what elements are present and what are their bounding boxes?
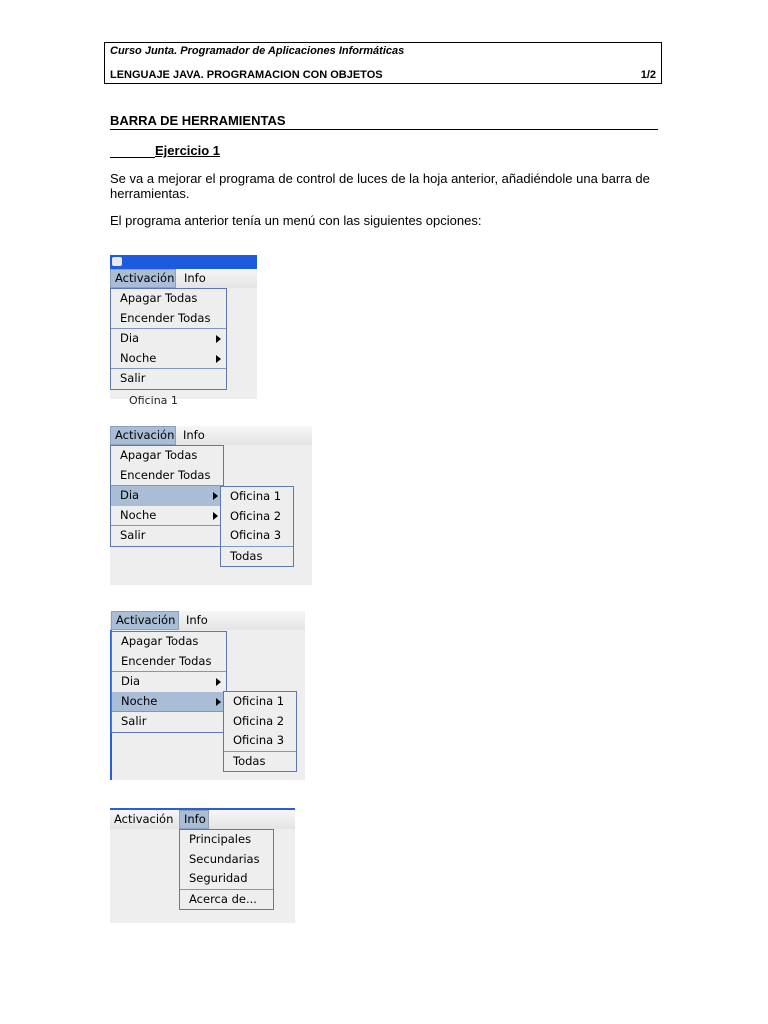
menu-info[interactable]: Info xyxy=(186,613,208,627)
menu-item-salir[interactable]: Salir xyxy=(120,528,146,542)
info-popup xyxy=(179,829,274,910)
menu-item-salir[interactable]: Salir xyxy=(120,371,146,385)
menu-item-noche-label: Noche xyxy=(120,507,157,522)
submenu-arrow-icon xyxy=(216,698,221,706)
screenshot-noche-submenu xyxy=(110,611,305,780)
menu-info[interactable]: Info xyxy=(183,428,205,442)
menu-bar xyxy=(110,611,305,630)
menu-item-secundarias[interactable]: Secundarias xyxy=(189,851,260,866)
subject-title: LENGUAJE JAVA. PROGRAMACION CON OBJETOS xyxy=(110,69,383,81)
menu-item-dia[interactable] xyxy=(111,329,226,349)
screenshot-info-menu xyxy=(110,808,295,923)
menu-bar xyxy=(110,269,257,288)
menu-info[interactable]: Info xyxy=(179,810,209,829)
submenu-arrow-icon xyxy=(216,335,221,343)
submenu-item-oficina-2[interactable]: Oficina 2 xyxy=(230,508,282,523)
menu-bar xyxy=(110,810,295,829)
screenshot-activacion-menu xyxy=(110,255,257,407)
menu-item-encender-todas[interactable]: Encender Todas xyxy=(120,310,211,325)
menu-item-acerca-de[interactable]: Acerca de... xyxy=(189,891,257,906)
oficinas-submenu xyxy=(220,486,294,567)
menu-intro-paragraph: El programa anterior tenía un menú con las siguientes opciones: xyxy=(110,213,482,228)
menu-info[interactable]: Info xyxy=(184,271,206,285)
submenu-arrow-icon xyxy=(216,355,221,363)
menu-item-seguridad[interactable]: Seguridad xyxy=(189,871,248,885)
menu-item-apagar-todas[interactable]: Apagar Todas xyxy=(121,634,199,648)
page-header-box xyxy=(104,42,662,84)
menu-item-salir[interactable]: Salir xyxy=(121,714,147,728)
menu-item-noche-label: Noche xyxy=(121,693,158,708)
menu-item-apagar-todas[interactable]: Apagar Todas xyxy=(120,291,198,305)
activacion-popup xyxy=(111,631,227,733)
menu-item-noche[interactable] xyxy=(111,349,226,369)
java-cup-icon xyxy=(112,257,122,266)
page-number: 1/2 xyxy=(640,69,656,81)
menu-item-principales[interactable]: Principales xyxy=(189,832,252,846)
menu-item-dia-label: Dia xyxy=(120,488,140,502)
menu-item-dia[interactable] xyxy=(111,486,223,506)
submenu-item-oficina-3[interactable]: Oficina 3 xyxy=(233,733,285,747)
screenshot-dia-submenu xyxy=(110,426,312,585)
menu-item-noche[interactable] xyxy=(111,506,223,526)
menu-activacion[interactable]: Activación xyxy=(110,269,176,288)
exercise-title: Ejercicio 1 xyxy=(155,143,221,158)
course-title: Curso Junta. Programador de Aplicaciones Informáticas xyxy=(110,45,405,57)
submenu-arrow-icon xyxy=(213,512,218,520)
menu-item-dia[interactable] xyxy=(112,672,226,692)
activacion-popup xyxy=(110,445,224,547)
menu-bar xyxy=(110,426,312,445)
activacion-popup xyxy=(110,288,227,390)
menu-item-noche-label: Noche xyxy=(120,350,157,365)
submenu-arrow-icon xyxy=(216,678,221,686)
menu-activacion[interactable]: Activación xyxy=(110,426,176,445)
submenu-item-oficina-1[interactable]: Oficina 1 xyxy=(230,489,282,503)
menu-item-noche[interactable] xyxy=(112,692,226,712)
window-title-bar xyxy=(110,255,257,269)
menu-activacion[interactable]: Activación xyxy=(114,812,174,826)
menu-item-encender-todas[interactable]: Encender Todas xyxy=(120,467,211,482)
menu-activacion[interactable]: Activación xyxy=(111,611,179,630)
submenu-item-oficina-3[interactable]: Oficina 3 xyxy=(230,528,282,542)
menu-item-encender-todas[interactable]: Encender Todas xyxy=(121,653,212,668)
menu-item-apagar-todas[interactable]: Apagar Todas xyxy=(120,448,198,462)
submenu-item-todas[interactable]: Todas xyxy=(230,548,263,563)
submenu-item-oficina-2[interactable]: Oficina 2 xyxy=(233,713,285,728)
clipped-label: Oficina 1 xyxy=(129,394,178,407)
submenu-item-oficina-1[interactable]: Oficina 1 xyxy=(233,694,285,708)
exercise-underline xyxy=(110,157,155,158)
menu-item-dia-label: Dia xyxy=(120,331,140,345)
oficinas-submenu xyxy=(223,691,297,772)
submenu-arrow-icon xyxy=(213,492,218,500)
intro-paragraph: Se va a mejorar el programa de control de luces de la hoja anterior, añadiéndole una barra de herramientas. xyxy=(110,171,650,201)
submenu-item-todas[interactable]: Todas xyxy=(233,753,266,768)
section-title: BARRA DE HERRAMIENTAS xyxy=(110,113,658,130)
menu-item-dia-label: Dia xyxy=(121,674,141,688)
